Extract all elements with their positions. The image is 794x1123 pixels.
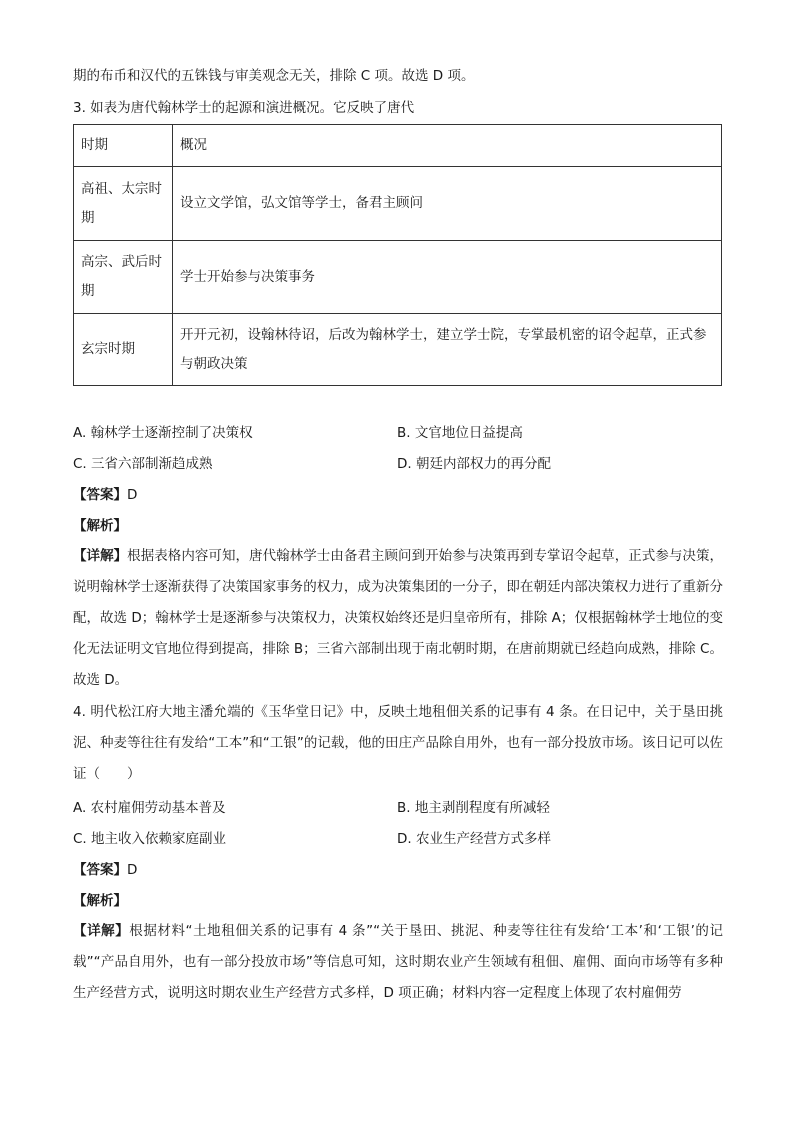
answer-label: 【答案】 — [73, 487, 127, 503]
question-3-option-b: B. 文官地位日益提高 — [397, 425, 523, 441]
answer-value: D — [127, 487, 138, 503]
question-4-answer — [73, 860, 137, 880]
question-3-stem: 3. 如表为唐代翰林学士的起源和演进概况。它反映了唐代 — [73, 100, 415, 116]
table-cell-summary: 设立文学馆，弘文馆等学士，备君主顾问 — [173, 167, 722, 241]
detail-text: 根据材料“土地租佃关系的记事有 4 条”“关于垦田、挑泥、种麦等往往有发给‘工本’和‘工银’的记载”“产品自用外，也有一部分投放市场”等信息可知，这时期农业产生领域有租佃、雇佣、面向市场等有多种生产经营方式，说明这时期农业生产经营方式多样，D 项正确；材料内容一定程度上体现了农村雇佣劳 — [73, 923, 723, 1001]
question-3-option-d: D. 朝廷内部权力的再分配 — [397, 456, 551, 472]
table-row — [74, 167, 722, 241]
question-4-option-a: A. 农村雇佣劳动基本普及 — [73, 800, 226, 816]
question-4-option-b: B. 地主剥削程度有所减轻 — [397, 800, 550, 816]
detail-text: 根据表格内容可知，唐代翰林学士由备君主顾问到开始参与决策再到专掌诏令起草，正式参与决策，说明翰林学士逐渐获得了决策国家事务的权力，成为决策集团的一分子，即在朝廷内部决策权力进行了重新分配，故选 D；翰林学士是逐渐参与决策权力，决策权始终还是归皇帝所有，排除 A；仅根据翰林学士地位的变化无法证明文官地位得到提高，排除 B；三省六部制出现于南北朝时期，在唐前期就已经趋向成熟，排除 C。故选 D。 — [73, 548, 724, 688]
top-line-text: 期的布币和汉代的五铢钱与审美观念无关，排除 C 项。故选 D 项。 — [73, 68, 475, 84]
answer-label: 【答案】 — [73, 862, 127, 878]
question-4-option-c: C. 地主收入依赖家庭副业 — [73, 831, 227, 847]
question-3-table — [73, 124, 722, 386]
question-3-analysis-label: 【解析】 — [73, 518, 127, 534]
question-4-analysis-label: 【解析】 — [73, 893, 127, 909]
question-3-option-c: C. 三省六部制渐趋成熟 — [73, 456, 213, 472]
table-row — [74, 314, 722, 386]
detail-label: 【详解】 — [73, 923, 130, 939]
question-3-answer — [73, 485, 137, 505]
table-cell-summary: 学士开始参与决策事务 — [173, 241, 722, 314]
table-cell-period: 玄宗时期 — [74, 314, 173, 386]
table-row — [74, 241, 722, 314]
table-header-period: 时期 — [74, 125, 173, 167]
detail-label: 【详解】 — [73, 548, 128, 564]
question-3-option-a: A. 翰林学士逐渐控制了决策权 — [73, 425, 253, 441]
table-cell-period: 高祖、太宗时期 — [74, 167, 173, 241]
question-3-detail — [73, 541, 723, 696]
table-cell-period: 高宗、武后时期 — [74, 241, 173, 314]
question-4-detail — [73, 916, 723, 1009]
table-header-summary: 概况 — [173, 125, 722, 167]
table-cell-summary: 开开元初，设翰林待诏，后改为翰林学士，建立学士院，专掌最机密的诏令起草，正式参与朝政决策 — [173, 314, 722, 386]
question-4-stem: 4. 明代松江府大地主潘允端的《玉华堂日记》中，反映土地租佃关系的记事有 4 条。在日记中，关于垦田挑泥、种麦等往往有发给“工本”和“工银”的记载，他的田庄产品除自用外，也有一部分投放市场。该日记可以佐证（ ） — [73, 704, 723, 782]
table-header-row — [74, 125, 722, 167]
question-4-option-d: D. 农业生产经营方式多样 — [397, 831, 551, 847]
answer-value: D — [127, 862, 138, 878]
